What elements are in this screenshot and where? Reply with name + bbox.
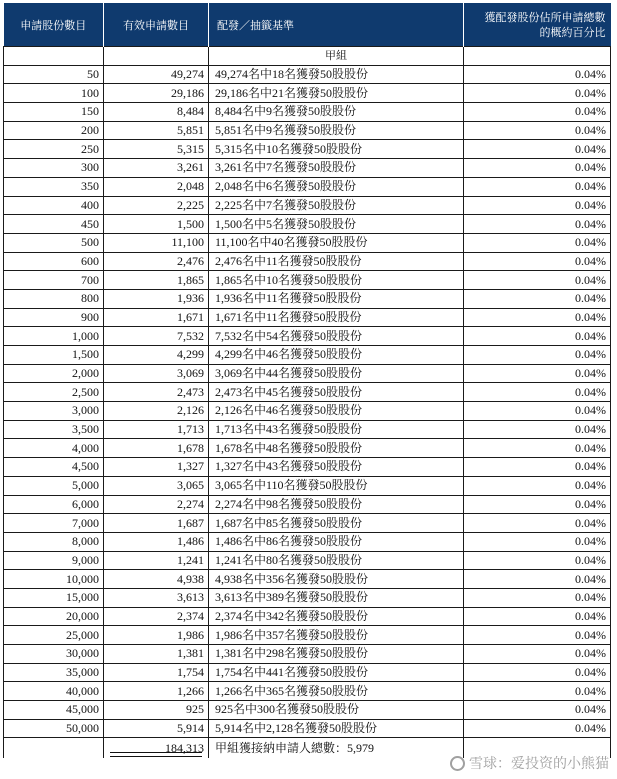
allotment-basis-cell: 1,713名中43名獲發50股股份 — [209, 420, 464, 439]
allotment-basis-cell: 11,100名中40名獲發50股股份 — [209, 233, 464, 252]
shares-applied-cell: 35,000 — [4, 663, 104, 682]
allotment-basis-cell: 2,274名中98名獲發50股股份 — [209, 495, 464, 514]
shares-applied-cell: 600 — [4, 252, 104, 271]
allotment-basis-cell: 925名中300名獲發50股股份 — [209, 701, 464, 720]
allotment-basis-cell: 5,914名中2,128名獲發50股股份 — [209, 719, 464, 738]
valid-applications-cell: 1,754 — [104, 663, 209, 682]
valid-applications-cell: 1,687 — [104, 514, 209, 533]
table-row — [4, 177, 611, 196]
group-cell-empty-3 — [464, 47, 611, 66]
allotment-basis-cell: 1,327名中43名獲發50股股份 — [209, 458, 464, 477]
header-valid-applications: 有效申請數目 — [104, 3, 209, 47]
allotment-basis-cell: 3,261名中7名獲發50股股份 — [209, 159, 464, 178]
table-row — [4, 402, 611, 421]
table-row — [4, 626, 611, 645]
table-row — [4, 121, 611, 140]
valid-applications-cell: 5,914 — [104, 719, 209, 738]
table-body — [4, 47, 611, 759]
table-row — [4, 514, 611, 533]
header-percentage-line2: 的概約百分比 — [539, 25, 606, 39]
header-percentage-line1: 獲配發股份佔所申請總數 — [484, 10, 606, 24]
shares-applied-cell: 9,000 — [4, 551, 104, 570]
valid-applications-cell: 29,186 — [104, 84, 209, 103]
allotment-basis-cell: 4,299名中46名獲發50股股份 — [209, 346, 464, 365]
valid-applications-cell: 3,261 — [104, 159, 209, 178]
watermark — [450, 753, 609, 773]
percentage-cell: 0.04% — [464, 289, 611, 308]
table-row — [4, 140, 611, 159]
shares-applied-cell: 6,000 — [4, 495, 104, 514]
allotment-basis-cell: 1,754名中441名獲發50股股份 — [209, 663, 464, 682]
valid-applications-cell: 3,069 — [104, 364, 209, 383]
table-row — [4, 551, 611, 570]
watermark-text: 雪球：爱投资的小熊猫 — [469, 756, 609, 772]
allotment-basis-cell: 1,486名中86名獲發50股股份 — [209, 532, 464, 551]
shares-applied-cell: 3,000 — [4, 402, 104, 421]
percentage-cell: 0.04% — [464, 551, 611, 570]
valid-applications-cell: 11,100 — [104, 233, 209, 252]
valid-applications-cell: 4,299 — [104, 346, 209, 365]
valid-applications-cell: 1,500 — [104, 215, 209, 234]
shares-applied-cell: 45,000 — [4, 701, 104, 720]
valid-applications-cell: 8,484 — [104, 103, 209, 122]
table-row — [4, 327, 611, 346]
valid-applications-cell: 1,865 — [104, 271, 209, 290]
shares-applied-cell: 50 — [4, 65, 104, 84]
table-row — [4, 719, 611, 738]
allotment-basis-cell: 7,532名中54名獲發50股股份 — [209, 327, 464, 346]
allotment-basis-cell: 1,865名中10名獲發50股股份 — [209, 271, 464, 290]
valid-applications-cell: 1,241 — [104, 551, 209, 570]
table-row — [4, 233, 611, 252]
valid-applications-cell: 1,986 — [104, 626, 209, 645]
table-row — [4, 570, 611, 589]
valid-applications-cell: 5,315 — [104, 140, 209, 159]
allotment-basis-cell: 5,851名中9名獲發50股股份 — [209, 121, 464, 140]
percentage-cell: 0.04% — [464, 645, 611, 664]
allotment-basis-cell: 1,241名中80名獲發50股股份 — [209, 551, 464, 570]
table-row — [4, 476, 611, 495]
allotment-basis-cell: 1,500名中5名獲發50股股份 — [209, 215, 464, 234]
table-row — [4, 252, 611, 271]
allotment-basis-cell: 2,126名中46名獲發50股股份 — [209, 402, 464, 421]
shares-applied-cell: 350 — [4, 177, 104, 196]
percentage-cell: 0.04% — [464, 476, 611, 495]
valid-applications-cell: 3,065 — [104, 476, 209, 495]
valid-applications-cell: 2,225 — [104, 196, 209, 215]
table-row — [4, 271, 611, 290]
valid-applications-cell: 1,671 — [104, 308, 209, 327]
shares-applied-cell: 15,000 — [4, 588, 104, 607]
table-row — [4, 215, 611, 234]
table-row — [4, 159, 611, 178]
group-label: 甲組 — [209, 47, 464, 66]
allotment-basis-cell: 1,266名中365名獲發50股股份 — [209, 682, 464, 701]
valid-applications-cell: 1,936 — [104, 289, 209, 308]
shares-applied-cell: 300 — [4, 159, 104, 178]
percentage-cell: 0.04% — [464, 701, 611, 720]
percentage-cell: 0.04% — [464, 514, 611, 533]
header-approx-percentage — [464, 3, 611, 47]
table-row — [4, 645, 611, 664]
shares-applied-cell: 50,000 — [4, 719, 104, 738]
percentage-cell: 0.04% — [464, 215, 611, 234]
allotment-basis-cell: 3,069名中44名獲發50股股份 — [209, 364, 464, 383]
percentage-cell: 0.04% — [464, 271, 611, 290]
table-row — [4, 84, 611, 103]
percentage-cell: 0.04% — [464, 402, 611, 421]
percentage-cell: 0.04% — [464, 159, 611, 178]
allotment-basis-cell: 2,476名中11名獲發50股股份 — [209, 252, 464, 271]
shares-applied-cell: 7,000 — [4, 514, 104, 533]
shares-applied-cell: 500 — [4, 233, 104, 252]
valid-applications-cell: 1,327 — [104, 458, 209, 477]
snowball-logo-icon — [450, 756, 465, 771]
valid-applications-cell: 1,678 — [104, 439, 209, 458]
percentage-cell: 0.04% — [464, 233, 611, 252]
valid-applications-cell: 5,851 — [104, 121, 209, 140]
shares-applied-cell: 5,000 — [4, 476, 104, 495]
valid-applications-cell: 925 — [104, 701, 209, 720]
percentage-cell: 0.04% — [464, 570, 611, 589]
shares-applied-cell: 800 — [4, 289, 104, 308]
allotment-basis-cell: 1,678名中48名獲發50股股份 — [209, 439, 464, 458]
table-row — [4, 308, 611, 327]
shares-applied-cell: 30,000 — [4, 645, 104, 664]
table-header-row — [4, 3, 611, 47]
allotment-basis-cell: 2,048名中6名獲發50股股份 — [209, 177, 464, 196]
table-row — [4, 65, 611, 84]
shares-applied-cell: 40,000 — [4, 682, 104, 701]
percentage-cell: 0.04% — [464, 346, 611, 365]
table-row — [4, 383, 611, 402]
allotment-basis-cell: 1,936名中11名獲發50股股份 — [209, 289, 464, 308]
percentage-cell: 0.04% — [464, 719, 611, 738]
allotment-basis-cell: 29,186名中21名獲發50股股份 — [209, 84, 464, 103]
valid-applications-cell: 1,381 — [104, 645, 209, 664]
shares-applied-cell: 450 — [4, 215, 104, 234]
table-row — [4, 607, 611, 626]
table-row — [4, 588, 611, 607]
allotment-basis-cell: 2,473名中45名獲發50股股份 — [209, 383, 464, 402]
valid-applications-cell: 49,274 — [104, 65, 209, 84]
percentage-cell: 0.04% — [464, 420, 611, 439]
table-row — [4, 458, 611, 477]
shares-applied-cell: 4,000 — [4, 439, 104, 458]
shares-applied-cell: 2,500 — [4, 383, 104, 402]
percentage-cell: 0.04% — [464, 439, 611, 458]
shares-applied-cell: 3,500 — [4, 420, 104, 439]
allotment-basis-cell: 4,938名中356名獲發50股股份 — [209, 570, 464, 589]
double-underline — [110, 752, 202, 757]
header-shares-applied: 申請股份數目 — [4, 3, 104, 47]
valid-applications-cell: 2,274 — [104, 495, 209, 514]
table-row — [4, 532, 611, 551]
percentage-cell: 0.04% — [464, 682, 611, 701]
shares-applied-cell: 20,000 — [4, 607, 104, 626]
valid-applications-cell: 1,713 — [104, 420, 209, 439]
allotment-basis-cell: 1,687名中85名獲發50股股份 — [209, 514, 464, 533]
percentage-cell: 0.04% — [464, 84, 611, 103]
shares-applied-cell: 25,000 — [4, 626, 104, 645]
total-count-cell — [104, 738, 209, 759]
percentage-cell: 0.04% — [464, 532, 611, 551]
valid-applications-cell: 1,486 — [104, 532, 209, 551]
shares-applied-cell: 1,500 — [4, 346, 104, 365]
shares-applied-cell: 8,000 — [4, 532, 104, 551]
allotment-basis-cell: 1,671名中11名獲發50股股份 — [209, 308, 464, 327]
percentage-cell: 0.04% — [464, 103, 611, 122]
percentage-cell: 0.04% — [464, 663, 611, 682]
valid-applications-cell: 2,473 — [104, 383, 209, 402]
allotment-table — [3, 3, 611, 758]
allotment-basis-cell: 2,374名中342名獲發50股股份 — [209, 607, 464, 626]
percentage-cell: 0.04% — [464, 252, 611, 271]
shares-applied-cell: 100 — [4, 84, 104, 103]
table-row — [4, 103, 611, 122]
total-cell-empty — [4, 738, 104, 759]
table-row — [4, 420, 611, 439]
shares-applied-cell: 900 — [4, 308, 104, 327]
shares-applied-cell: 400 — [4, 196, 104, 215]
allotment-basis-cell: 1,986名中357名獲發50股股份 — [209, 626, 464, 645]
table-row — [4, 663, 611, 682]
table-row — [4, 346, 611, 365]
group-cell-empty-1 — [4, 47, 104, 66]
total-count: 184,313 — [165, 740, 204, 755]
percentage-cell: 0.04% — [464, 607, 611, 626]
percentage-cell: 0.04% — [464, 196, 611, 215]
allotment-basis-cell: 8,484名中9名獲發50股股份 — [209, 103, 464, 122]
shares-applied-cell: 700 — [4, 271, 104, 290]
table-row — [4, 439, 611, 458]
valid-applications-cell: 3,613 — [104, 588, 209, 607]
table-row — [4, 196, 611, 215]
valid-applications-cell: 2,126 — [104, 402, 209, 421]
percentage-cell: 0.04% — [464, 308, 611, 327]
valid-applications-cell: 2,476 — [104, 252, 209, 271]
shares-applied-cell: 200 — [4, 121, 104, 140]
valid-applications-cell: 1,266 — [104, 682, 209, 701]
allotment-basis-cell: 3,065名中110名獲發50股股份 — [209, 476, 464, 495]
percentage-cell: 0.04% — [464, 383, 611, 402]
allotment-basis-cell: 3,613名中389名獲發50股股份 — [209, 588, 464, 607]
percentage-cell: 0.04% — [464, 177, 611, 196]
shares-applied-cell: 2,000 — [4, 364, 104, 383]
table-row — [4, 682, 611, 701]
shares-applied-cell: 1,000 — [4, 327, 104, 346]
percentage-cell: 0.04% — [464, 458, 611, 477]
shares-applied-cell: 150 — [4, 103, 104, 122]
allotment-table-container — [3, 3, 610, 758]
percentage-cell: 0.04% — [464, 327, 611, 346]
percentage-cell: 0.04% — [464, 588, 611, 607]
percentage-cell: 0.04% — [464, 65, 611, 84]
group-row — [4, 47, 611, 66]
shares-applied-cell: 250 — [4, 140, 104, 159]
percentage-cell: 0.04% — [464, 364, 611, 383]
percentage-cell: 0.04% — [464, 626, 611, 645]
table-row — [4, 701, 611, 720]
header-allotment-basis: 配發／抽籤基準 — [209, 3, 464, 47]
valid-applications-cell: 2,374 — [104, 607, 209, 626]
valid-applications-cell: 4,938 — [104, 570, 209, 589]
percentage-cell: 0.04% — [464, 495, 611, 514]
allotment-basis-cell: 1,381名中298名獲發50股股份 — [209, 645, 464, 664]
valid-applications-cell: 2,048 — [104, 177, 209, 196]
group-cell-empty-2 — [104, 47, 209, 66]
allotment-basis-cell: 2,225名中7名獲發50股股份 — [209, 196, 464, 215]
table-row — [4, 364, 611, 383]
shares-applied-cell: 4,500 — [4, 458, 104, 477]
total-label: 甲組獲接納申請人總數：5,979 — [209, 738, 464, 759]
allotment-basis-cell: 5,315名中10名獲發50股股份 — [209, 140, 464, 159]
percentage-cell: 0.04% — [464, 140, 611, 159]
valid-applications-cell: 7,532 — [104, 327, 209, 346]
table-row — [4, 495, 611, 514]
allotment-basis-cell: 49,274名中18名獲發50股股份 — [209, 65, 464, 84]
shares-applied-cell: 10,000 — [4, 570, 104, 589]
table-row — [4, 289, 611, 308]
percentage-cell: 0.04% — [464, 121, 611, 140]
